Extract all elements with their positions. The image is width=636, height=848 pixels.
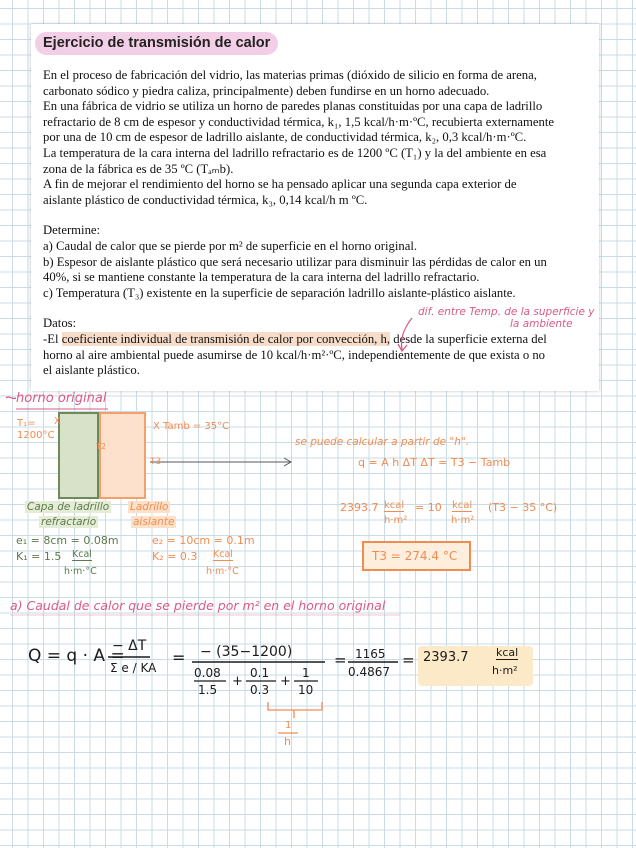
refractory-layer-icon — [59, 413, 98, 498]
term3-num: 1 — [302, 666, 310, 680]
t1-value: 1200°C — [17, 430, 55, 441]
main-eq-result: 2393.7 — [423, 650, 469, 665]
term2-den: 0.3 — [250, 683, 270, 697]
main-eq-numerator2: − (35−1200) — [200, 644, 293, 660]
insulating-layer-icon — [100, 413, 145, 498]
datos-heading: Datos: — [43, 316, 77, 331]
result-unit-bottom: h·m² — [492, 664, 518, 677]
tamb-label: X Tamb = 35°C — [153, 421, 230, 432]
note-one: 1 — [285, 720, 292, 731]
eq-rhs: (T3 − 35 °C) — [488, 501, 558, 514]
t1-label: T₁= — [17, 418, 36, 429]
ratio-num: 1165 — [355, 647, 386, 661]
main-eq-numerator: − ΔT — [112, 638, 147, 654]
layer2-name-line1: Ladrillo — [130, 501, 169, 513]
highlighted-coefficient: coeficiente individual de transmisión de calor por convección, h, — [61, 331, 391, 346]
datos-line: horno al aire ambiental puede asumirse de 10 kcal/h·m²·ºC, independientemente de que exista o no — [43, 347, 546, 362]
statement-line: por una de 10 cm de espesor de ladrillo aislante, de conductividad térmica, k₂, 0,3 kcal/h·m·ºC. — [43, 130, 527, 145]
statement-line: refractario de 8 cm de espesor y conductividad térmica, k₁, 1,5 kcal/h·m·ºC, recubierta externamente — [43, 114, 555, 129]
ratio-den: 0.4867 — [348, 665, 390, 679]
datos-line-post: desde la superficie externa del — [390, 331, 547, 346]
layer2-k-unit-bottom: h·m·°C — [206, 566, 239, 577]
statement-line: zona de la fábrica es de 35 ºC (Tₐₘb). — [43, 161, 234, 176]
layer2-thickness: e₂ = 10cm = 0.1m — [152, 534, 255, 547]
eq-unit2-top: kcal — [452, 500, 473, 511]
layer1-k-unit-top: Kcal — [72, 549, 92, 560]
dif-note-line1: dif. entre Temp. de la superficie y — [418, 306, 595, 318]
datos-line-pre: -El — [43, 331, 62, 346]
main-eq-equals: = — [172, 648, 186, 667]
t2-label: T2 — [96, 442, 106, 451]
question-line: b) Espesor de aislante plástico que será necesario utilizar para disminuir las pérdidas de calor en un — [43, 254, 547, 269]
note-h: h — [284, 735, 291, 748]
layer1-thickness: e₁ = 8cm = 0.08m — [16, 534, 119, 547]
layer1-name-line1: Capa de ladrillo — [27, 501, 110, 513]
layer1-name-line2: refractario — [41, 516, 97, 528]
statement-line: aislante plástico de conductividad térmica, k₃, 0,14 kcal/h m ºC. — [43, 192, 368, 207]
eq-unit-bottom: h·m² — [384, 515, 408, 526]
ratio-equals: = — [334, 651, 347, 669]
layer2-name-line2: aislante — [133, 516, 175, 528]
term1-den: 1.5 — [198, 683, 218, 697]
t3-label: T3 — [150, 457, 162, 467]
horno-original-label: horno original — [16, 391, 107, 406]
dif-note-line2: la ambiente — [510, 318, 573, 330]
layer2-k: K₂ = 0.3 — [152, 550, 198, 563]
statement-line: En una fábrica de vidrio se utiliza un horno de paredes planas constituidas por una capa de ladrillo — [43, 99, 543, 114]
eq-lhs: 2393.7 — [340, 501, 379, 514]
question-line: 40%, si se mantiene constante la temperatura de la cara interna del ladrillo refractario. — [43, 270, 480, 285]
statement-line: La temperatura de la cara interna del ladrillo refractario es de 1200 ºC (T₁) y la del ambiente en esa — [43, 145, 547, 160]
horno-arrow-icon — [6, 397, 16, 398]
datos-line: el aislante plástico. — [43, 363, 140, 378]
t3-result: T3 = 274.4 °C — [372, 549, 458, 563]
question-line: c) Temperatura (T₃) existente en la superficie de separación ladrillo aislante-plástico aislante. — [43, 285, 516, 300]
heat-formula: q = A h ΔT ΔT = T3 − Tamb — [358, 456, 511, 469]
x-mark: X — [54, 416, 61, 427]
layer1-k: K₁ = 1.5 — [16, 550, 62, 563]
term3-den: 10 — [298, 683, 314, 697]
term1-num: 0.08 — [194, 666, 221, 680]
statement-line: carbonato sódico y piedra caliza, principalmente) deben fundirse en un horno adecuado. — [43, 83, 490, 98]
layer2-k-unit-top: Kcal — [213, 549, 233, 560]
exercise-title: Ejercicio de transmisión de calor — [35, 32, 278, 55]
question-line: a) Caudal de calor que se pierde por m² de superficie en el horno original. — [43, 238, 418, 253]
layer1-k-unit-bottom: h·m·°C — [64, 566, 97, 577]
result-equals: = — [402, 651, 415, 669]
main-eq-q: Q = q · A = — [28, 646, 125, 666]
eq-unit-top: kcal — [384, 500, 405, 511]
note-arrow-head — [398, 344, 407, 351]
plus-sign: + — [232, 674, 243, 689]
term2-num: 0.1 — [250, 666, 270, 680]
statement-line: A fin de mejorar el rendimiento del horno se ha pensado aplicar una segunda capa exterior de — [43, 177, 517, 192]
main-eq-denominator: Σ e / KA — [110, 661, 157, 675]
part-a-title: a) Caudal de calor que se pierde por m² en el horno original — [10, 598, 386, 613]
eq-unit2-bottom: h·m² — [451, 515, 475, 526]
result-unit-top: kcal — [496, 646, 519, 659]
determine-heading: Determine: — [43, 223, 101, 238]
brace — [268, 702, 322, 710]
calc-note: se puede calcular a partir de "h". — [295, 436, 470, 448]
eq-mid: = 10 — [415, 501, 442, 514]
statement-line: En el proceso de fabricación del vidrio, las materias primas (dióxido de silicio en forma de arena, — [43, 68, 537, 82]
plus-sign: + — [280, 674, 291, 689]
